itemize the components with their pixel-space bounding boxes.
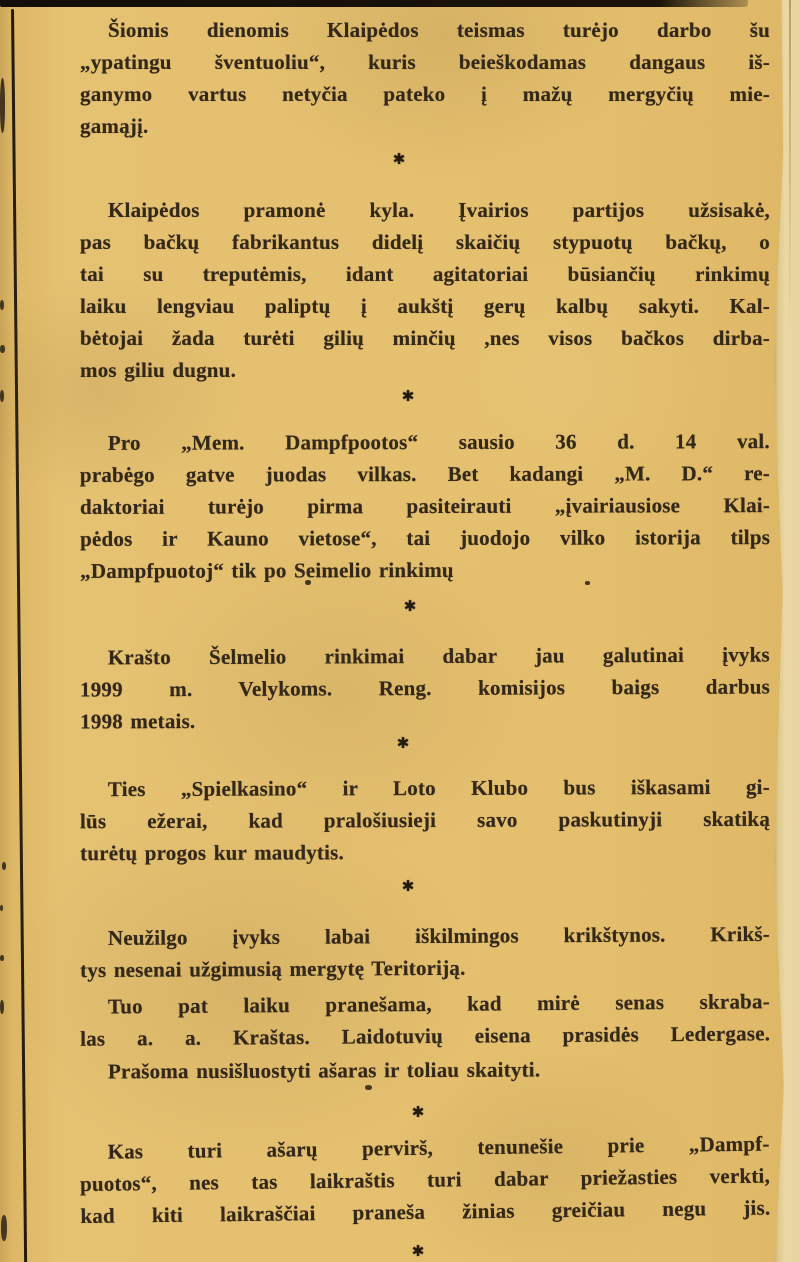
ink-speck [0,955,4,961]
ornament-star-icon: ✱ [401,879,415,895]
text-line: Tuo pat laiku pranešama, kad mirė senas skraba- [107,989,770,1019]
page-edge-strip [772,0,800,1262]
text-line: puotos“, nes tas laikraštis turi dabar priežasties verkti, [79,1163,771,1196]
text-line: gamąjį. [80,114,149,138]
text-line: Kas turi ašarų pervirš, tenunešie prie „Dampf- [107,1131,770,1164]
top-edge-bar [0,0,748,7]
ink-speck [0,905,3,911]
text-line: „ypatingu šventuoliu“, kuris beieškodamas dangaus iš- [80,50,770,74]
text-line: Krašto Šelmelio rinkimai dabar jau galutinai įvyks [107,642,770,670]
ornament-star-icon: ✱ [403,599,417,615]
ornament-star-icon: ✱ [392,152,406,168]
ink-speck [0,78,5,133]
ornament-star-icon: ✱ [411,1244,425,1260]
article-paragraph [80,425,770,587]
text-line: laiku lengviau paliptų į aukštį gerų kalbų sakyti. Kal- [80,294,770,318]
page-edge-crease [789,0,791,330]
text-line: mos giliu dugnu. [80,358,237,382]
article-paragraph [80,638,770,737]
ink-speck [0,300,4,310]
article-paragraph [80,14,770,142]
text-line: turėtų progos kur maudytis. [80,840,344,866]
text-line: Pro „Mem. Dampfpootos“ sausio 36 d. 14 val. [107,429,770,455]
text-line: ganymo vartus netyčia pateko į mažų mergyčių mie- [80,82,770,106]
text-line: tys nesenai užgimusią mergytę Teritoriją. [80,955,466,983]
text-line: Neužilgo įvyks labai iškilmingos krikštynos. Krikš- [107,921,770,950]
text-line: pėdos ir Kauno vietose“, tai juodojo vilko istorija tilps [80,525,771,551]
text-line: kad kiti laikraščiai praneša žinias greičiau negu jis. [80,1195,771,1228]
text-line: tai su treputėmis, idant agitatoriai būsiančių rinkimų [80,262,770,286]
text-line: lūs ežerai, kad pralošiusieji savo paskutinyji skatiką [79,806,771,834]
article-paragraph [79,1128,770,1232]
text-line: prabėgo gatve juodas vilkas. Bet kadangi „M. D.“ re- [79,461,770,487]
text-line: Prašoma nusišluostyti ašaras ir toliau skaityti. [107,1057,541,1084]
ink-speck [2,862,6,870]
text-line: 1998 metais. [80,709,196,734]
ink-speck [0,1000,4,1014]
ornament-star-icon: ✱ [411,1105,425,1121]
text-line: 1999 m. Velykoms. Reng. komisijos baigs darbus [79,674,771,702]
article-paragraph [80,918,770,986]
text-line: Klaipėdos pramonė kyla. Įvairios partijos užsisakė, [108,198,770,222]
ornament-star-icon: ✱ [396,736,410,752]
text-line: Ties „Spielkasino“ ir Loto Klubo bus iškasami gi- [107,774,770,802]
article-paragraph [80,194,770,386]
text-line: Šiomis dienomis Klaipėdos teismas turėjo darbo šu [108,18,770,42]
text-line: „Dampfpuotoj“ tik po Seimelio rinkimų [80,557,454,583]
ink-speck [1,1215,7,1241]
column-rule [11,9,27,1262]
article-paragraph [80,985,770,1054]
article-paragraph [80,771,770,869]
ornament-star-icon: ✱ [401,389,415,405]
text-line: pas bačkų fabrikantus didelį skaičių stypuotų bačkų, o [80,230,770,254]
text-line: daktoriai turėjo pirma pasiteirauti „įvairiausiose Klai- [79,493,771,519]
text-line: las a. a. Kraštas. Laidotuvių eisena prasidės Ledergase. [80,1021,771,1051]
ink-speck [0,345,5,353]
ink-speck [0,390,4,402]
article-paragraph [80,1052,770,1087]
text-line: bėtojai žada turėti gilių minčių ,nes visos bačkos dirba- [80,326,770,350]
